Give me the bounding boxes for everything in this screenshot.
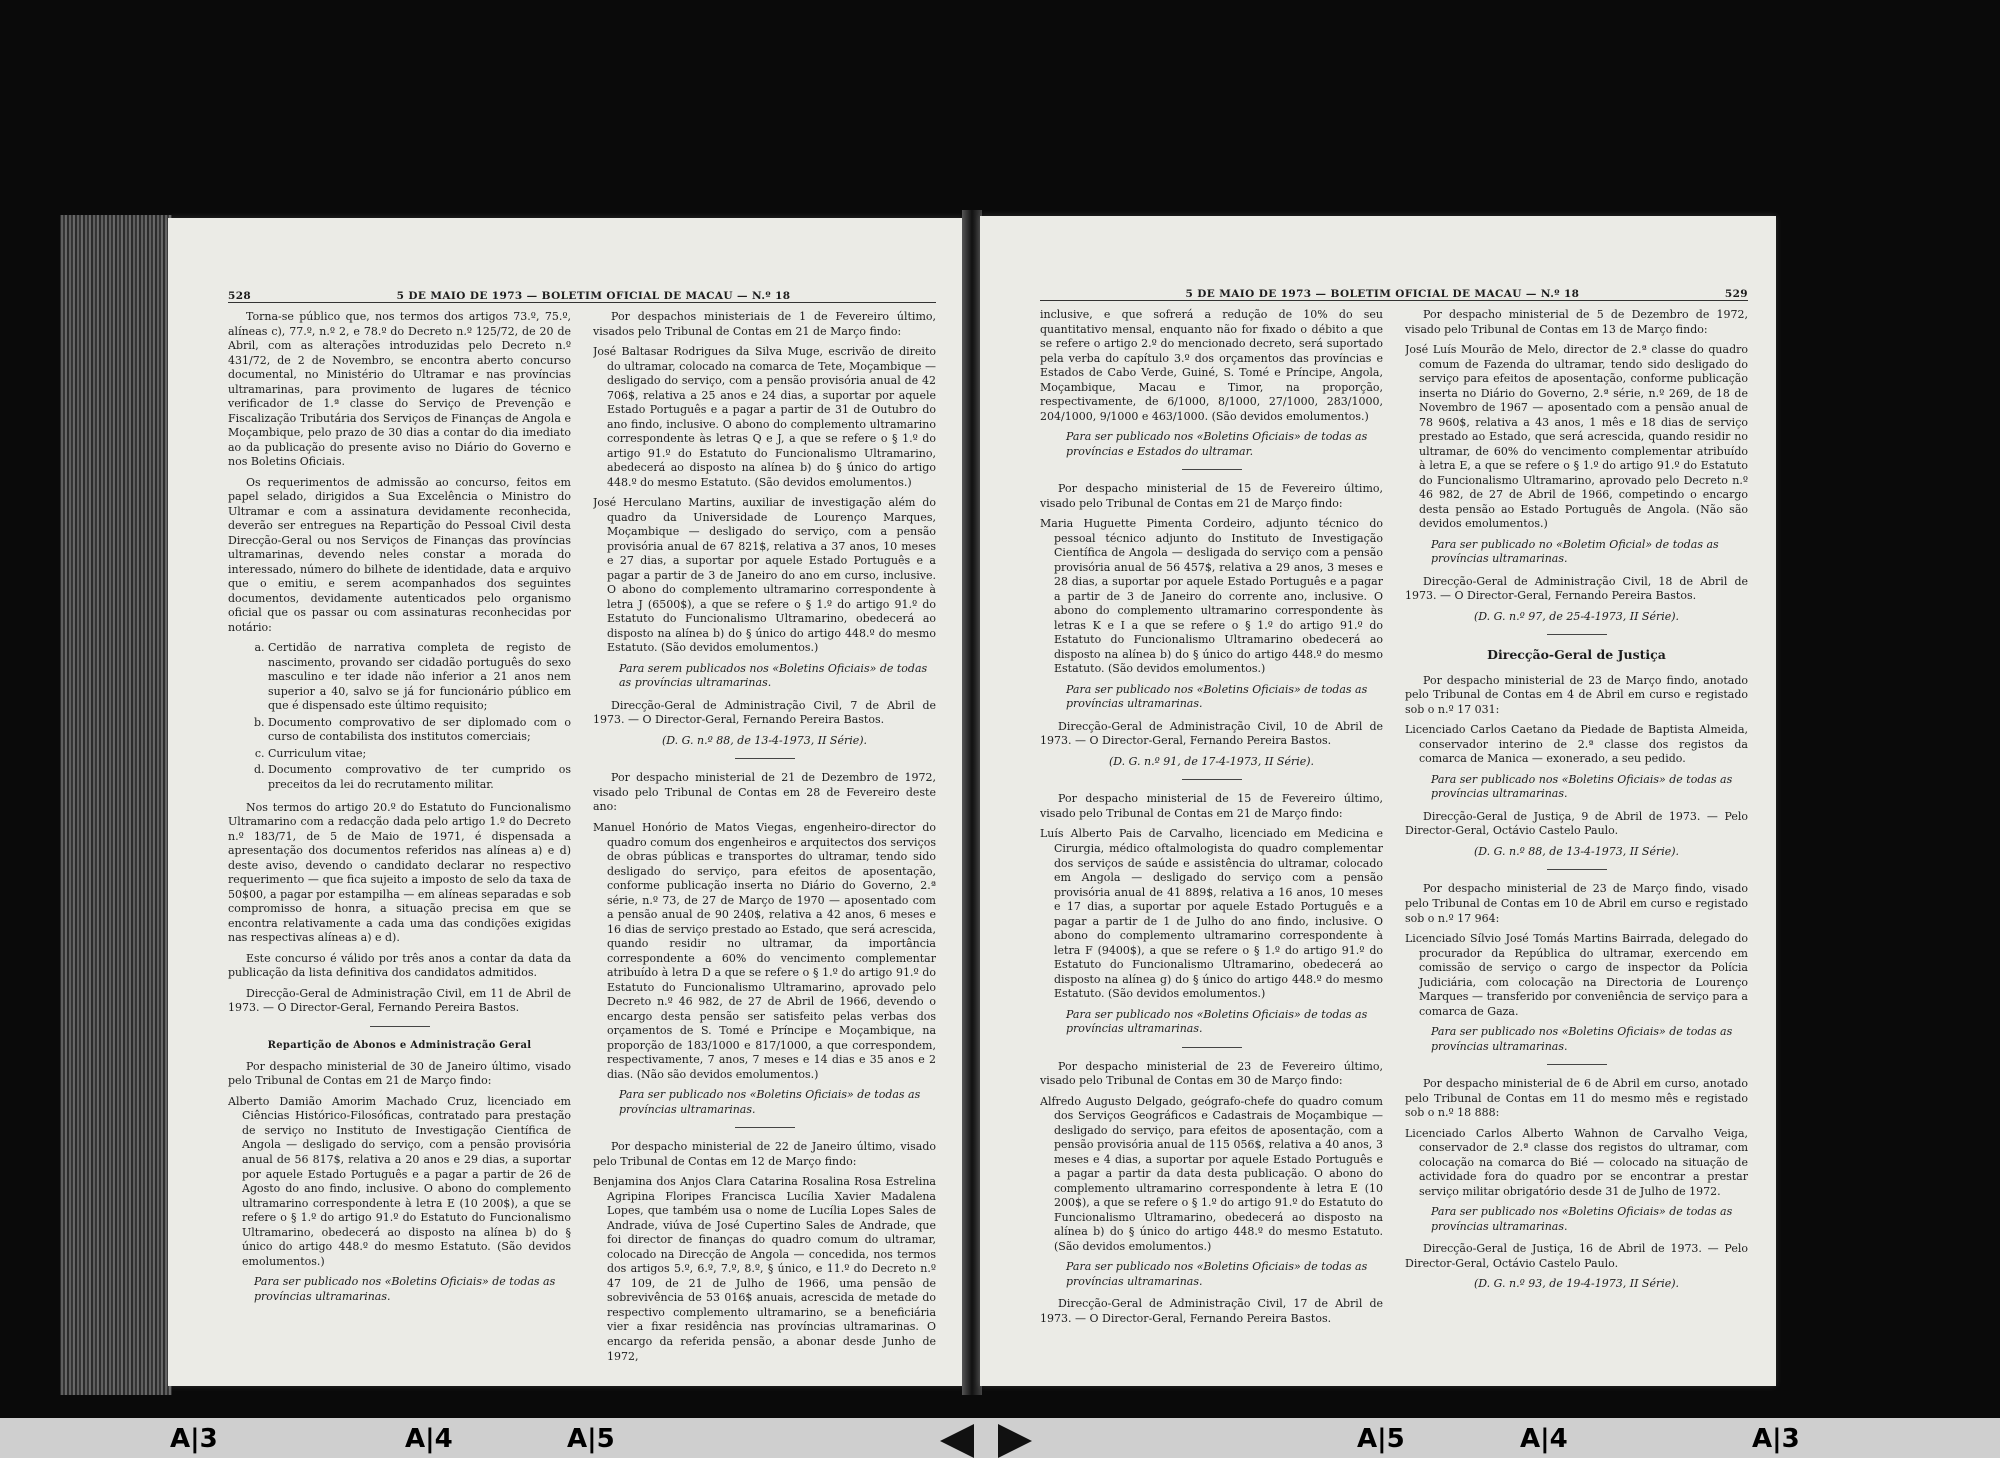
publication-note: Para ser publicado nos «Boletins Oficiais» de todas as províncias ultramarinas. xyxy=(254,1275,556,1303)
left-page xyxy=(168,218,964,1386)
film-label: A|5 xyxy=(1357,1424,1405,1454)
signature: Direcção-Geral de Administração Civil, 7 de Abril de 1973. — O Director-Geral, Fernando Pereira Bastos. xyxy=(593,698,936,727)
scan-page-edges xyxy=(60,215,172,1395)
paragraph: Nos termos do artigo 20.º do Estatuto do Funcionalismo Ultramarino com a redacção dada pelo artigo 1.º do Decreto n.º 183/71, de 5 de Maio de 1971, é dispensada a apresentação dos documentos referidos nas alíneas a) e d) deste aviso, devendo o candidato declarar no respectivo requerimento — que fica sujeito a imposto de selo da taxa de 50$00, a pagar por estampilha — em alíneas separadas e sob compromisso de honra, a situação precisa em que se encontra relativamente a cada uma das condições exigidas nas respectivas alíneas a) e d). xyxy=(228,800,571,945)
publication-note: Para ser publicado nos «Boletins Oficiais» de todas as províncias ultramarinas. xyxy=(1066,1007,1368,1036)
column-1 xyxy=(228,310,571,1372)
publication-note: Para ser publicado nos «Boletins Oficiais» de todas as províncias ultramarinas. xyxy=(1431,1025,1733,1053)
paragraph: Por despacho ministerial de 23 de Março findo, anotado pelo Tribunal de Contas em 4 de Abril em curso e registado sob o n.º 17 031: xyxy=(1405,673,1748,716)
publication-note: Para ser publicado nos «Boletins Oficiais» de todas as províncias ultramarinas. xyxy=(1431,772,1733,801)
paragraph: Por despacho ministerial de 6 de Abril em curso, anotado pelo Tribunal de Contas em 11 do mesmo mês e registado sob o n.º 18 888: xyxy=(1405,1077,1748,1120)
paragraph: Luís Alberto Pais de Carvalho, licenciado em Medicina e Cirurgia, médico oftalmologista do quadro complementar dos serviços de saúde e assistência do ultramar, colocado em Angola — desligado do serviço com a pensão provisória anual de 41 889$, relativa a 16 anos, 10 meses e 17 dias, a suportar por aquele Estado Português e a pagar a partir de 1 de Julho do ano findo, inclusive. O abono do complemento ultramarino correspondente à letra F (9400$), a que se refere o § 1.º do artigo 91.º do Estatuto do Funcionalismo Ultramarino, obedecerá ao disposto na alínea g) do § único do artigo 448.º do mesmo Estatuto. (São devidos emolumentos.) xyxy=(1040,827,1383,1001)
paragraph: José Luís Mourão de Melo, director de 2.ª classe do quadro comum de Fazenda do ultramar, tendo sido desligado do serviço para efeitos de aposentação, conforme publicação inserta no Diário do Governo, 2.ª série, n.º 269, de 18 de Novembro de 1967 — aposentado com a pensão anual de 78 960$, relativa a 43 anos, 1 mês e 18 dias de serviço prestado ao Estado, que será acrescida, quando residir no ultramar, de 60% do vencimento complementar atribuído à letra E, a que se refere o § 1.º do artigo 91.º do Estatuto do Funcionalismo Ultramarino, aprovado pelo Decreto n.º 46 982, de 27 de Abril de 1966, competindo o encargo desta pensão ao Estado Português de Angola. (Não são devidos emolumentos.) xyxy=(1405,343,1748,531)
divider xyxy=(1182,779,1242,780)
paragraph: Por despacho ministerial de 15 de Fevereiro último, visado pelo Tribunal de Contas em 21 de Março findo: xyxy=(1040,482,1383,510)
list-item: a. Certidão de narrativa completa de registo de nascimento, provando ser cidadão português do sexo masculino e ter idade não inferior a 21 anos nem superior a 40, salvo se já for funcionário público em que é dispensado este último requisito; xyxy=(268,641,571,714)
film-label: A|4 xyxy=(405,1424,453,1454)
paragraph: inclusive, e que sofrerá a redução de 10% do seu quantitativo mensal, enquanto não for fixado o débito a que se refere o artigo 2.º do mencionado decreto, será suportado pela verba do capítulo 3.º dos orçamentos das províncias e Estados de Cabo Verde, Guiné, S. Tomé e Príncipe, Angola, Moçambique, Macau e Timor, na proporção, respectivamente, de 6/1000, 8/1000, 27/1000, 283/1000, 204/1000, 9/1000 e 463/1000. (São devidos emolumentos.) xyxy=(1040,308,1383,423)
header-title: 5 DE MAIO DE 1973 — BOLETIM OFICIAL DE MACAU — N.º 18 xyxy=(396,290,791,302)
film-label: A|3 xyxy=(170,1424,218,1454)
section-heading: Repartição de Abonos e Administração Geral xyxy=(267,1039,532,1051)
header-title: 5 DE MAIO DE 1973 — BOLETIM OFICIAL DE MACAU — N.º 18 xyxy=(1185,288,1580,300)
reference: (D. G. n.º 93, de 19-4-1973, II Série). xyxy=(1473,1277,1680,1291)
paragraph: Os requerimentos de admissão ao concurso, feitos em papel selado, dirigidos a Sua Excelência o Ministro do Ultramar e com a assinatura devidamente reconhecida, deverão ser entregues na Repartição do Pessoal Civil desta Direcção-Geral ou nos Serviços de Finanças das províncias ultramarinas, devendo neles constar a morada do interessado, número do bilhete de identidade, data e arquivo que o emitiu, e serem acompanhados dos seguintes documentos, devidamente autenticados pelo organismo oficial que os passar ou com assinaturas reconhecidas por notário: xyxy=(228,475,571,634)
paragraph: Por despacho ministerial de 23 de Fevereiro último, visado pelo Tribunal de Contas em 30 de Março findo: xyxy=(1040,1059,1383,1088)
paragraph: Licenciado Carlos Alberto Wahnon de Carvalho Veiga, conservador de 2.ª classe dos registos do ultramar, com colocação na comarca do Bié — colocado na situação de actividade fora do quadro por se encontrar a prestar serviço militar obrigatório desde 31 de Julho de 1972. xyxy=(1405,1126,1748,1198)
signature: Direcção-Geral de Administração Civil, 10 de Abril de 1973. — O Director-Geral, Fernando Pereira Bastos. xyxy=(1040,719,1383,748)
publication-note: Para serem publicados nos «Boletins Oficiais» de todas as províncias ultramarinas. xyxy=(619,661,928,690)
paragraph: Por despacho ministerial de 15 de Fevereiro último, visado pelo Tribunal de Contas em 21 de Março findo: xyxy=(1040,792,1383,820)
list-item: b. Documento comprovativo de ser diplomado com o curso de contabilista dos institutos comerciais; xyxy=(268,716,571,745)
page-number: 528 xyxy=(228,290,252,302)
divider xyxy=(1547,869,1607,870)
paragraph: Este concurso é válido por três anos a contar da data da publicação da lista definitiva dos candidatos admitidos. xyxy=(228,951,571,980)
paragraph: Por despacho ministerial de 22 de Janeiro último, visado pelo Tribunal de Contas em 12 de Março findo: xyxy=(593,1140,936,1168)
requirements-list xyxy=(228,641,571,792)
film-label: A|4 xyxy=(1520,1424,1568,1454)
paragraph: José Herculano Martins, auxiliar de investigação além do quadro da Universidade de Lourenço Marques, Moçambique — desligado do serviço, com a pensão provisória anual de 67 821$, relativa a 37 anos, 10 meses e 27 dias, a suportar por aquele Estado Português e a pagar a partir de 3 de Janeiro do ano em curso, inclusive. O abono do complemento ultramarino correspondente à letra J (6500$), a que se refere o § 1.º do artigo 91.º do Estatuto do Funcionalismo Ultramarino, obedecerá ao disposto na alínea b) do § único do artigo 448.º do mesmo Estatuto. (São devidos emolumentos.) xyxy=(593,496,936,655)
right-columns xyxy=(1040,308,1748,1372)
paragraph: Por despacho ministerial de 23 de Março findo, visado pelo Tribunal de Contas em 10 de Abril em curso e registado sob o n.º 17 964: xyxy=(1405,882,1748,925)
publication-note: Para ser publicado nos «Boletins Oficiais» de todas as províncias ultramarinas. xyxy=(1066,682,1368,711)
divider xyxy=(1547,1064,1607,1065)
signature: Direcção-Geral de Justiça, 16 de Abril de 1973. — Pelo Director-Geral, Octávio Castelo Paulo. xyxy=(1405,1242,1748,1270)
paragraph: Manuel Honório de Matos Viegas, engenheiro-director do quadro comum dos engenheiros e arquitectos dos serviços de obras públicas e transportes do ultramar, tendo sido desligado do serviço, para efeitos de aposentação, conforme publicação inserta no Diário do Governo, 2.ª série, n.º 73, de 27 de Março de 1970 — aposentado com a pensão anual de 90 240$, relativa a 42 anos, 6 meses e 16 dias de serviço prestado ao Estado, que será acrescida, quando residir no ultramar, da importância correspondente a 60% do vencimento complementar atribuído à letra D a que se refere o § 1.º do artigo 91.º do Estatuto do Funcionalismo Ultramarino, aprovado pelo Decreto n.º 46 982, de 27 de Abril de 1966, devendo o encargo desta pensão ser satisfeito pelas verbas dos orçamentos de S. Tomé e Príncipe e Moçambique, na proporção de 183/1000 e 817/1000, a que correspondem, respectivamente, 7 anos, 7 meses e 14 dias e 35 anos e 2 dias. (Não são devidos emolumentos.) xyxy=(593,820,936,1081)
signature: Direcção-Geral de Administração Civil, 17 de Abril de 1973. — O Director-Geral, Fernando Pereira Bastos. xyxy=(1040,1297,1383,1325)
column-2 xyxy=(593,310,936,1372)
divider xyxy=(370,1026,430,1027)
book-gutter xyxy=(962,210,982,1395)
publication-note: Para ser publicado nos «Boletins Oficiais» de todas as províncias e Estados do ultramar. xyxy=(1066,430,1368,458)
film-label: A|3 xyxy=(1752,1424,1800,1454)
signature: Direcção-Geral de Justiça, 9 de Abril de 1973. — Pelo Director-Geral, Octávio Castelo Paulo. xyxy=(1405,809,1748,838)
paragraph: Licenciado Carlos Caetano da Piedade de Baptista Almeida, conservador interino de 2.ª classe dos registos da comarca de Manica — exonerado, a seu pedido. xyxy=(1405,723,1748,766)
paragraph: Torna-se público que, nos termos dos artigos 73.º, 75.º, alíneas c), 77.º, n.º 2, e 78.º do Decreto n.º 125/72, de 20 de Abril, com as alterações introduzidas pelo Decreto n.º 431/72, de 2 de Novembro, se encontra aberto concurso documental, no Ministério do Ultramar e nas províncias ultramarinas, para provimento de lugares de técnico verificador de 1.ª classe do Serviço de Prevenção e Fiscalização Tributária dos Serviços de Finanças de Angola e Moçambique, pelo prazo de 30 dias a contar do dia imediato ao da publicação do presente aviso no Diário do Governo e nos Boletins Oficiais. xyxy=(228,310,571,469)
publication-note: Para ser publicado nos «Boletins Oficiais» de todas as províncias ultramarinas. xyxy=(1066,1260,1368,1288)
publication-note: Para ser publicado nos «Boletins Oficiais» de todas as províncias ultramarinas. xyxy=(1431,1205,1733,1233)
divider xyxy=(1182,1047,1242,1048)
film-marker-right-icon xyxy=(998,1424,1032,1458)
running-head-left xyxy=(228,284,936,303)
divider xyxy=(735,758,795,759)
paragraph: Alfredo Augusto Delgado, geógrafo-chefe do quadro comum dos Serviços Geográficos e Cadastrais de Moçambique — desligado do serviço, para efeitos de aposentação, com a pensão provisória anual de 115 056$, relativa a 40 anos, 3 meses e 4 dias, a suportar por aquele Estado Português e a pagar a partir da data desta publicação. O abono do complemento ultramarino correspondente à letra E (10 200$), a que se refere o § 1.º do artigo 91.º do Estatuto do Funcionalismo Ultramarino, obedecerá ao disposto na alínea b) do § único do artigo 448.º do mesmo Estatuto. (São devidos emolumentos.) xyxy=(1040,1094,1383,1253)
list-item: c. Curriculum vitae; xyxy=(268,747,571,762)
paragraph: José Baltasar Rodrigues da Silva Muge, escrivão de direito do ultramar, colocado na comarca de Tete, Moçambique — desligado do serviço, com a pensão provisória anual de 42 706$, relativa a 25 anos e 24 dias, a suportar por aquele Estado Português e a pagar a partir de 31 de Outubro do ano findo, inclusive. O abono do complemento ultramarino correspondente às letras Q e J, a que se refere o § 1.º do artigo 91.º do Estatuto do Funcionalismo Ultramarino, abedecerá ao disposto na alínea b) do § único do artigo 448.º do mesmo Estatuto. (São devidos emolumentos.) xyxy=(593,345,936,489)
paragraph: Alberto Damião Amorim Machado Cruz, licenciado em Ciências Histórico-Filosóficas, contratado para prestação de serviço no Instituto de Investigação Científica de Angola — desligado do serviço, com a pensão provisória anual de 56 817$, relativa a 20 anos e 29 dias, a suportar por aquele Estado Português e a pagar a partir de 26 de Agosto do ano findo, inclusive. O abono do complemento ultramarino correspondente à letra E (10 200$), a que se refere o § 1.º do artigo 91.º do Estatuto do Funcionalismo Ultramarino, obedecerá ao disposto na alínea b) do § único do artigo 448.º do mesmo Estatuto. (São devidos emolumentos.) xyxy=(228,1094,571,1268)
paragraph: Por despacho ministerial de 5 de Dezembro de 1972, visado pelo Tribunal de Contas em 13 de Março findo: xyxy=(1405,308,1748,336)
publication-note: Para ser publicado no «Boletim Oficial» de todas as províncias ultramarinas. xyxy=(1431,537,1719,566)
list-item: d. Documento comprovativo de ter cumprido os preceitos da lei do recrutamento militar. xyxy=(268,763,571,792)
signature: Direcção-Geral de Administração Civil, 18 de Abril de 1973. — O Director-Geral, Fernando Pereira Bastos. xyxy=(1405,574,1748,603)
paragraph: Por despacho ministerial de 30 de Janeiro último, visado pelo Tribunal de Contas em 21 de Março findo: xyxy=(228,1059,571,1088)
paragraph: Benjamina dos Anjos Clara Catarina Rosalina Rosa Estrelina Agripina Floripes Francisca Lucília Xavier Madalena Lopes, que também usa o nome de Lucília Lopes Sales de Andrade, viúva de José Cupertino Sales de Andrade, que foi director de finanças do quadro comum do ultramar, colocado na Direcção de Angola — concedida, nos termos dos artigos 5.º, 6.º, 7.º, 8.º, § único, e 11.º do Decreto n.º 47 109, de 21 de Julho de 1966, uma pensão de sobrevivência de 53 016$ anuais, acrescida de metade do respectivo complemento ultramarino, se a beneficiária vier a fixar residência nas províncias ultramarinas. O encargo da referida pensão, a abonar desde Junho de 1972, xyxy=(593,1175,936,1363)
reference: (D. G. n.º 88, de 13-4-1973, II Série). xyxy=(661,733,868,747)
running-head-right xyxy=(1040,282,1748,301)
page-number: 529 xyxy=(1724,288,1748,300)
divider xyxy=(1182,469,1242,470)
paragraph: Licenciado Sílvio José Tomás Martins Bairrada, delegado do procurador da República do ultramar, exercendo em comissão de serviço o cargo de inspector da Polícia Judiciária, com colocação na Directoria de Lourenço Marques — transferido por conveniência de serviço para a comarca de Gaza. xyxy=(1405,932,1748,1018)
left-columns xyxy=(228,310,936,1372)
right-page xyxy=(980,216,1776,1386)
section-heading: Direcção-Geral de Justiça xyxy=(1487,647,1666,663)
column-2 xyxy=(1405,308,1748,1372)
film-marker-left-icon xyxy=(940,1424,974,1458)
film-label: A|5 xyxy=(567,1424,615,1454)
reference: (D. G. n.º 91, de 17-4-1973, II Série). xyxy=(1108,754,1315,768)
paragraph: Por despachos ministeriais de 1 de Fevereiro último, visados pelo Tribunal de Contas em 21 de Março findo: xyxy=(593,310,936,338)
divider xyxy=(1547,634,1607,635)
divider xyxy=(735,1127,795,1128)
paragraph: Maria Huguette Pimenta Cordeiro, adjunto técnico do pessoal técnico adjunto do Instituto de Investigação Científica de Angola — desligada do serviço com a pensão provisória anual de 56 457$, relativa a 29 anos, 3 meses e 28 dias, a suportar por aquele Estado Português e a pagar a partir de 3 de Janeiro do corrente ano, inclusive. O abono do complemento ultramarino correspondente às letras K e I a que se refere o § 1.º do artigo 91.º do Estatuto do Funcionalismo Ultramarino obedecerá ao disposto na alínea b) do § único do artigo 448.º do mesmo Estatuto. (São devidos emolumentos.) xyxy=(1040,517,1383,676)
column-1 xyxy=(1040,308,1383,1372)
reference: (D. G. n.º 97, de 25-4-1973, II Série). xyxy=(1473,609,1680,623)
paragraph: Por despacho ministerial de 21 de Dezembro de 1972, visado pelo Tribunal de Contas em 28 de Fevereiro deste ano: xyxy=(593,771,936,814)
reference: (D. G. n.º 88, de 13-4-1973, II Série). xyxy=(1473,844,1680,858)
publication-note: Para ser publicado nos «Boletins Oficiais» de todas as províncias ultramarinas. xyxy=(619,1088,921,1116)
signature: Direcção-Geral de Administração Civil, em 11 de Abril de 1973. — O Director-Geral, Fernando Pereira Bastos. xyxy=(228,986,571,1015)
